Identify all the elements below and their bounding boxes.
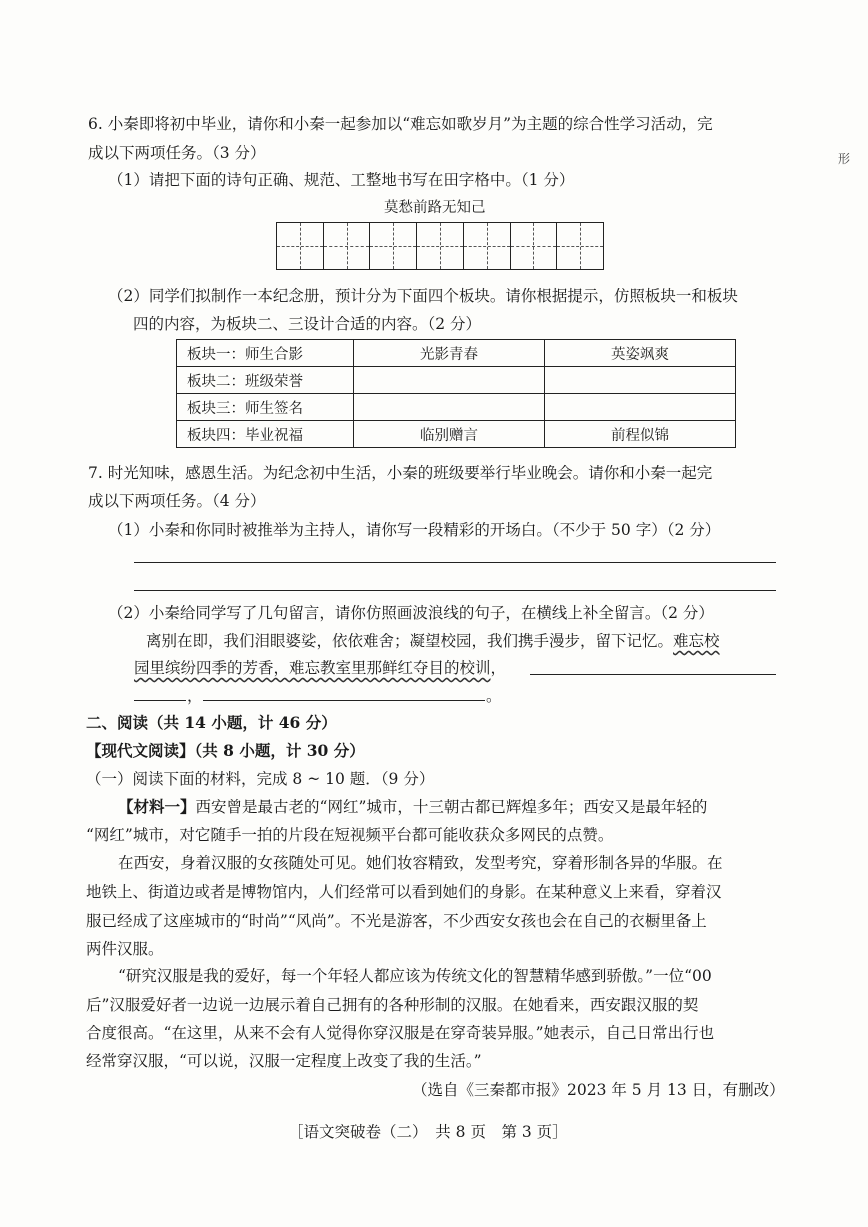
q6-line1: 6. 小秦即将初中毕业，请你和小秦一起参加以“难忘如歌岁月”为主题的综合性学习活动，完: [88, 115, 713, 133]
material1-p3-l4: 经常穿汉服，“可以说，汉服一定程度上改变了我的生活。”: [86, 1052, 482, 1070]
answer-line[interactable]: [134, 562, 776, 563]
material1-p3-l2: 后”汉服爱好者一边说一边展示着自己拥有的各种形制的汉服。在她看来，西安跟汉服的契: [86, 996, 699, 1014]
tianzige-cell[interactable]: [464, 223, 511, 269]
tianzige-cell[interactable]: [511, 223, 558, 269]
material1-p2-l3: 服已经成了这座城市的“时尚”“风尚”。不光是游客，不少西安女孩也会在自己的衣橱里备上: [86, 912, 707, 930]
material1-p1-l2: “网红”城市，对它随手一拍的片段在短视频平台都可能收获众多网民的点赞。: [86, 826, 614, 844]
margin-fragment: 形: [838, 152, 851, 166]
message-line2: [134, 656, 506, 678]
material1-p3-l3: 合度很高。“在这里，从来不会有人觉得你穿汉服是在穿奇装异服。”她表示，自己日常出行也: [86, 1024, 715, 1042]
q6-sub2-line1: （2）同学们拟制作一本纪念册，预计分为下面四个板块。请你根据提示，仿照板块一和板块: [108, 287, 738, 305]
q6-sub1: （1）请把下面的诗句正确、规范、工整地书写在田字格中。（1 分）: [108, 171, 575, 189]
material1-p2-l1: 在西安，身着汉服的女孩随处可见。她们妆容精致，发型考究，穿着形制各异的华服。在: [118, 854, 723, 872]
table-cell: 板块一：师生合影: [177, 340, 354, 367]
q7-line2: 成以下两项任务。（4 分）: [88, 492, 266, 510]
material-label: 【材料一】: [118, 797, 196, 816]
fill-line[interactable]: [530, 674, 776, 675]
q6-line2: 成以下两项任务。（3 分）: [88, 144, 266, 162]
material1-p1-l1: [118, 795, 707, 817]
q7-sub1: （1）小秦和你同时被推举为主持人，请你写一段精彩的开场白。（不少于 50 字）（2 分）: [108, 521, 721, 539]
fill-line[interactable]: [203, 700, 485, 701]
fill-line[interactable]: [134, 700, 186, 701]
tianzige-cell[interactable]: [417, 223, 464, 269]
answer-line[interactable]: [134, 590, 776, 591]
section-subheading: [86, 739, 365, 761]
table-cell: 光影青春: [354, 340, 545, 367]
tianzige-cell[interactable]: [324, 223, 371, 269]
table-row: [177, 340, 736, 367]
material1-source: （选自《三秦都市报》2023 年 5 月 13 日，有删改）: [412, 1081, 785, 1099]
answer-cell[interactable]: [545, 394, 736, 421]
tianzige-grid[interactable]: [276, 222, 604, 270]
message-plain: 离别在即，我们泪眼婆娑，依依难舍；凝望校园，我们携手漫步，留下记忆。: [146, 632, 674, 650]
q7-sub2: （2）小秦给同学写了几句留言，请你仿照画波浪线的句子，在横线上补全留言。（2 分）: [108, 604, 714, 622]
material-text: 西安曾是最古老的“网红”城市，十三朝古都已辉煌多年；西安又是最年轻的: [195, 798, 708, 816]
table-cell: 临别赠言: [354, 421, 545, 448]
tianzige-cell[interactable]: [557, 223, 603, 269]
fill-comma: ，: [187, 687, 203, 705]
page-footer: ［语文突破卷（二） 共 8 页 第 3 页］: [288, 1123, 568, 1141]
table-row: [177, 394, 736, 421]
answer-cell[interactable]: [354, 367, 545, 394]
section-heading: 二、阅读（共 14 小题，计 46 分）: [86, 713, 337, 732]
material1-p2-l2: 地铁上、街道边或者是博物馆内，人们经常可以看到她们的身影。在某种意义上来看，穿着汉: [86, 883, 722, 901]
message-wavy-2: 园里缤纷四季的芳香，难忘教室里那鲜红夺目的校训: [134, 659, 491, 677]
fill-period: 。: [486, 687, 502, 705]
table-cell: 板块二：班级荣誉: [177, 367, 354, 394]
table-cell: 前程似锦: [545, 421, 736, 448]
message-line1: [146, 629, 720, 651]
table-row: [177, 421, 736, 448]
table-cell: 板块四：毕业祝福: [177, 421, 354, 448]
material1-p2-l4: 两件汉服。: [86, 940, 164, 958]
poem-line: 莫愁前路无知己: [384, 200, 486, 216]
material1-p3-l1: “研究汉服是我的爱好，每一个年轻人都应该为传统文化的智慧精华感到骄傲。”一位“00: [118, 967, 712, 985]
q6-sub2-line2: 四的内容，为板块二、三设计合适的内容。（2 分）: [133, 315, 482, 333]
answer-cell[interactable]: [354, 394, 545, 421]
message-comma: ，: [490, 659, 507, 677]
table-row: [177, 367, 736, 394]
section-subheading-text: 【现代文阅读】（共 8 小题，计 30 分）: [86, 741, 365, 760]
answer-cell[interactable]: [545, 367, 736, 394]
table-cell: 板块三：师生签名: [177, 394, 354, 421]
table-cell: 英姿飒爽: [545, 340, 736, 367]
message-wavy-1: 难忘校: [673, 632, 720, 650]
tianzige-cell[interactable]: [277, 223, 324, 269]
board-table: [176, 339, 736, 448]
q7-line1: 7. 时光知味，感恩生活。为纪念初中生活，小秦的班级要举行毕业晚会。请你和小秦一起完: [88, 464, 713, 482]
tianzige-cell[interactable]: [370, 223, 417, 269]
part1-heading: （一）阅读下面的材料，完成 8 ~ 10 题．（9 分）: [86, 770, 435, 788]
